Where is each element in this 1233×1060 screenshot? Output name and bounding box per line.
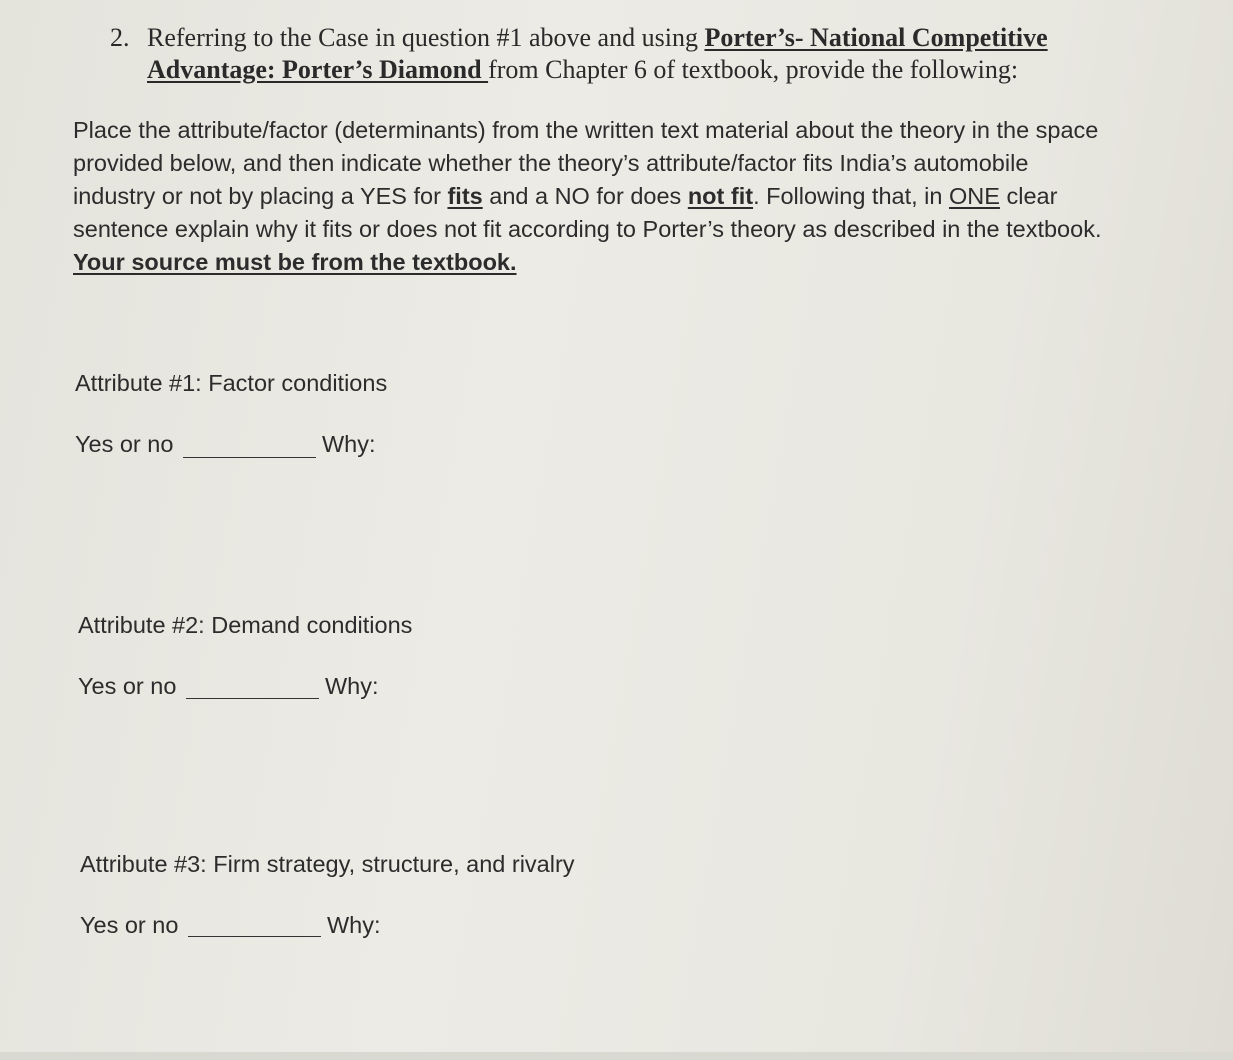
attribute-3-yes-no-blank[interactable] (188, 936, 321, 937)
instruction-text: and a NO for does (482, 183, 688, 209)
question-title-part-1: Porter’s- National Competitive (704, 23, 1048, 52)
attribute-2-yes-no-blank[interactable] (186, 698, 319, 699)
question-title-part-2: Advantage: Porter’s Diamond (147, 55, 489, 84)
instruction-text: clear (999, 183, 1058, 209)
attribute-1-yes-no-blank[interactable] (183, 457, 316, 458)
attribute-1-why-label: Why: (322, 431, 376, 457)
instruction-line: Place the attribute/factor (determinants) from the written text material about the theory in the space (73, 117, 1099, 143)
page-bottom-edge (0, 1052, 1233, 1060)
question-text-suffix: from Chapter 6 of textbook, provide the following: (488, 55, 1019, 84)
attribute-1-title: Attribute #1: Factor conditions (75, 370, 388, 396)
instruction-text: . Following that, in (753, 183, 949, 209)
fits-emphasis: fits (447, 183, 483, 209)
question-line-2 (147, 54, 1018, 86)
instruction-text: industry or not by placing a YES for (73, 183, 448, 209)
attribute-3-yes-no-label: Yes or no (80, 912, 179, 938)
one-emphasis: ONE (949, 183, 1000, 209)
attribute-3-why-label: Why: (327, 912, 381, 938)
question-line-1 (147, 22, 1048, 54)
attribute-3-title: Attribute #3: Firm strategy, structure, and rivalry (80, 851, 575, 877)
question-text-prefix: Referring to the Case in question #1 above and using (147, 23, 705, 52)
instruction-line (73, 180, 1213, 213)
source-requirement: Your source must be from the textbook. (73, 249, 517, 275)
instructions (73, 114, 1213, 279)
not-fit-emphasis: not fit (687, 183, 754, 209)
instruction-line: sentence explain why it fits or does not fit according to Porter’s theory as described in the textbook. (73, 216, 1102, 242)
attribute-1-yes-no-label: Yes or no (75, 431, 174, 457)
attribute-2-why-label: Why: (325, 673, 379, 699)
instruction-line: provided below, and then indicate whether the theory’s attribute/factor fits India’s automobile (73, 150, 1029, 176)
question-number: 2. (110, 23, 130, 52)
attribute-2-title: Attribute #2: Demand conditions (78, 612, 413, 638)
attribute-2-yes-no-label: Yes or no (78, 673, 177, 699)
